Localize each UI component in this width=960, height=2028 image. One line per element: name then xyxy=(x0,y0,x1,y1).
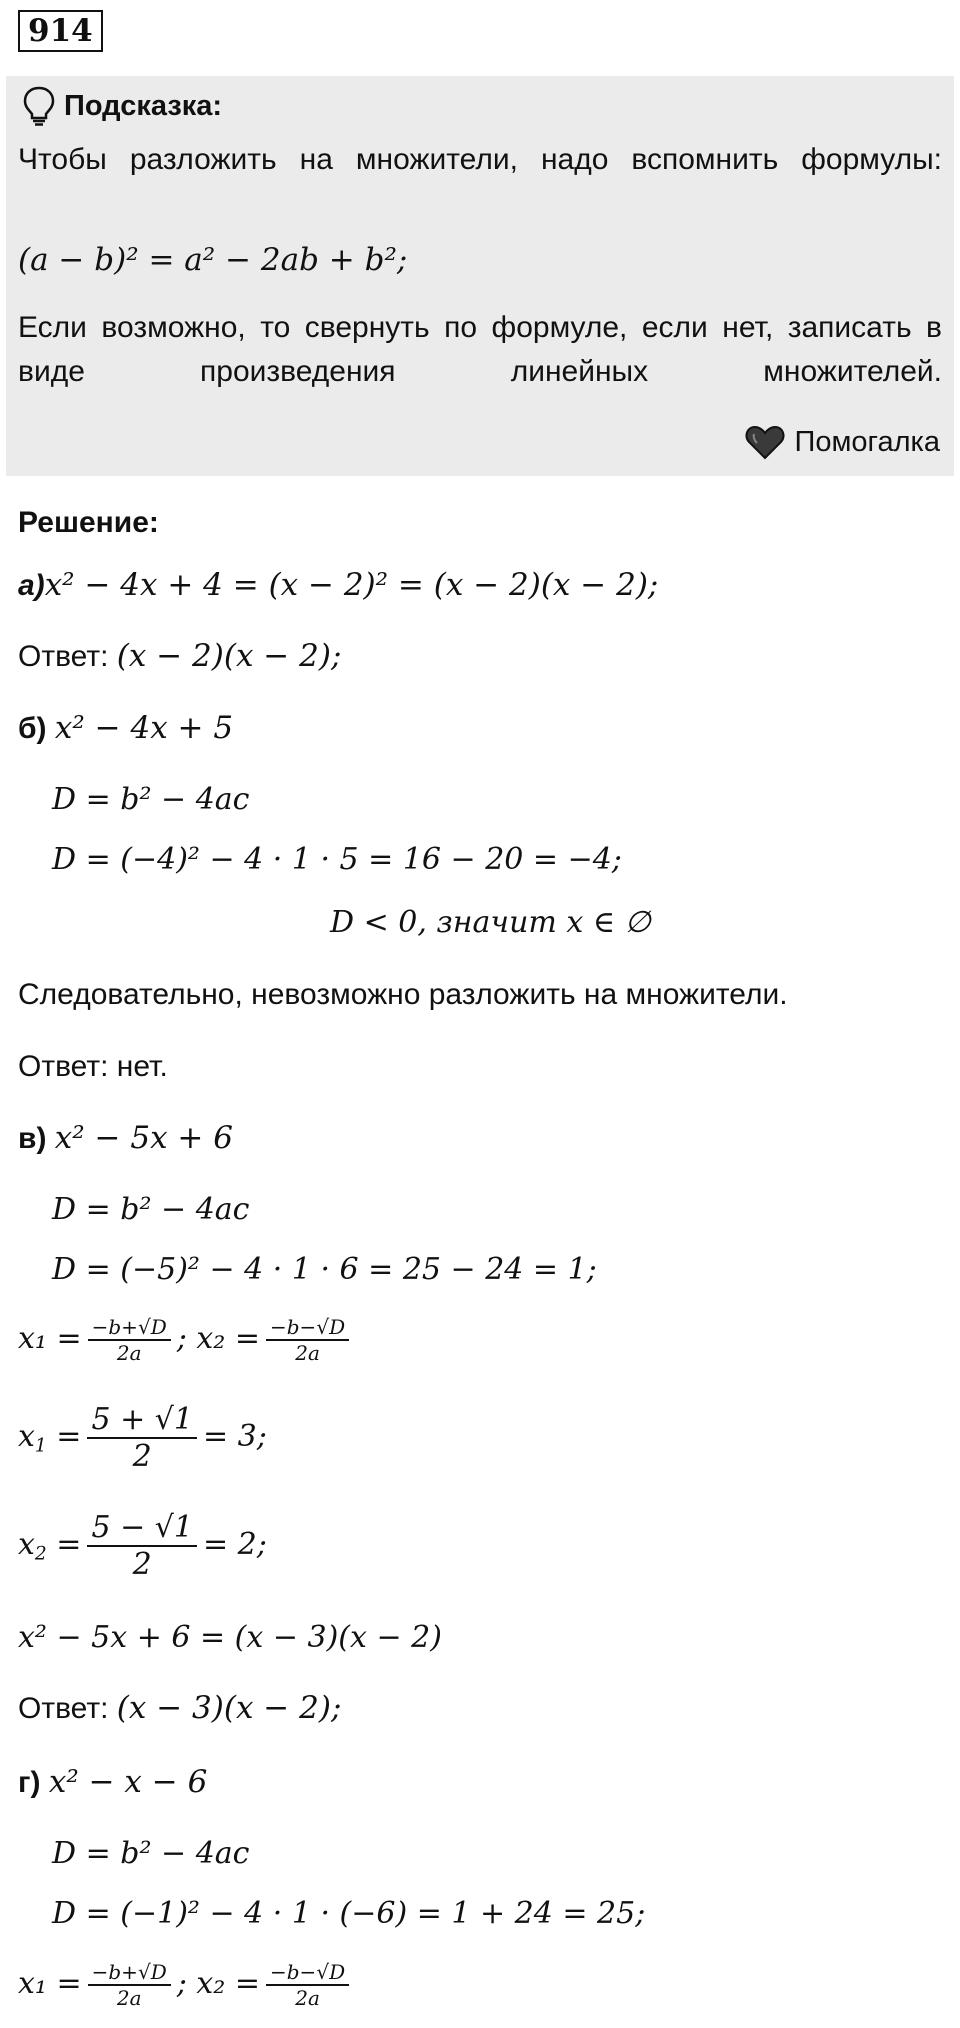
x1-calc-fraction: $\frac{5 + √1}{2}$ xyxy=(87,1402,197,1474)
roots-formula-2 xyxy=(18,1960,355,2010)
part-b-expr: x² − 4x + 5 xyxy=(54,710,234,746)
x2-fraction: $\frac{-b-√D}{2a}$ xyxy=(266,1960,349,2010)
part-a-answer xyxy=(18,638,341,674)
part-v-d-calc: D = (−5)² − 4 · 1 · 6 = 25 − 24 = 1; xyxy=(52,1252,597,1287)
answer-value: (x − 2)(x − 2); xyxy=(116,638,342,674)
part-g-label: г) xyxy=(18,1766,41,1799)
part-v-factored: x² − 5x + 6 = (x − 3)(x − 2) xyxy=(18,1620,442,1655)
x2-label: ; x₂ = xyxy=(176,1966,260,2001)
answer-label: Ответ: xyxy=(18,640,109,673)
part-g-line xyxy=(18,1764,207,1800)
part-v-label: в) xyxy=(18,1122,47,1155)
part-b-conclusion: Следовательно, невозможно разложить на множители. xyxy=(18,978,788,1011)
part-v-answer xyxy=(18,1690,341,1726)
x2-calc-fraction: $\frac{5 - √1}{2}$ xyxy=(87,1510,197,1582)
x2-calc: $x_2$ = $\frac{5 - √1}{2}$ = 2; xyxy=(18,1510,267,1582)
hint-header xyxy=(22,86,222,126)
helper-link[interactable] xyxy=(745,424,940,460)
lightbulb-icon xyxy=(22,86,56,126)
part-b-label: б) xyxy=(18,712,47,745)
part-g-expr: x² − x − 6 xyxy=(48,1764,208,1800)
part-g-d-formula: D = b² − 4ac xyxy=(52,1836,250,1871)
hint-formula: (a − b)² = a² − 2ab + b²; xyxy=(18,242,408,278)
task-number: 914 xyxy=(18,10,103,52)
heart-icon xyxy=(745,424,785,460)
roots-formula-1 xyxy=(18,1315,355,1365)
x1-label: x₁ = xyxy=(18,1966,82,2001)
part-b-line xyxy=(18,710,233,746)
hint-box xyxy=(6,76,954,476)
part-a-label: а) xyxy=(18,569,45,602)
part-b-answer: Ответ: нет. xyxy=(18,1050,168,1083)
part-v-expr: x² − 5x + 6 xyxy=(54,1120,233,1156)
hint-text-1: Чтобы разложить на множители, надо вспомнить формулы: xyxy=(18,143,942,176)
solution-title: Решение: xyxy=(18,506,159,539)
x1-fraction: $\frac{-b+√D}{2a}$ xyxy=(88,1315,171,1365)
hint-title: Подсказка: xyxy=(64,89,223,122)
x1-fraction: $\frac{-b+√D}{2a}$ xyxy=(88,1960,171,2010)
x2-fraction: $\frac{-b-√D}{2a}$ xyxy=(266,1315,349,1365)
part-a-line xyxy=(18,567,658,603)
x2-label: ; x₂ = xyxy=(176,1321,260,1356)
helper-label: Помогалка xyxy=(794,425,940,458)
answer-value: (x − 3)(x − 2); xyxy=(116,1690,342,1726)
x1-label: x₁ = xyxy=(18,1321,82,1356)
part-a-expr: x² − 4x + 4 = (x − 2)² = (x − 2)(x − 2); xyxy=(44,567,659,603)
part-g-d-calc: D = (−1)² − 4 · 1 · (−6) = 1 + 24 = 25; xyxy=(52,1896,646,1931)
hint-text-2: Если возможно, то свернуть по формуле, если нет, записать в виде произведения линейных множителей. xyxy=(18,311,942,388)
part-v-line xyxy=(18,1120,233,1156)
x1-calc: $x_1$ = $\frac{5 + √1}{2}$ = 3; xyxy=(18,1402,267,1474)
part-b-d-formula: D = b² − 4ac xyxy=(52,782,250,817)
part-v-d-formula: D = b² − 4ac xyxy=(52,1192,250,1227)
part-b-d-calc: D = (−4)² − 4 · 1 · 5 = 16 − 20 = −4; xyxy=(52,842,622,877)
answer-label: Ответ: xyxy=(18,1692,109,1725)
part-b-d-conclusion: D < 0, значит x ∈ ∅ xyxy=(330,905,651,940)
